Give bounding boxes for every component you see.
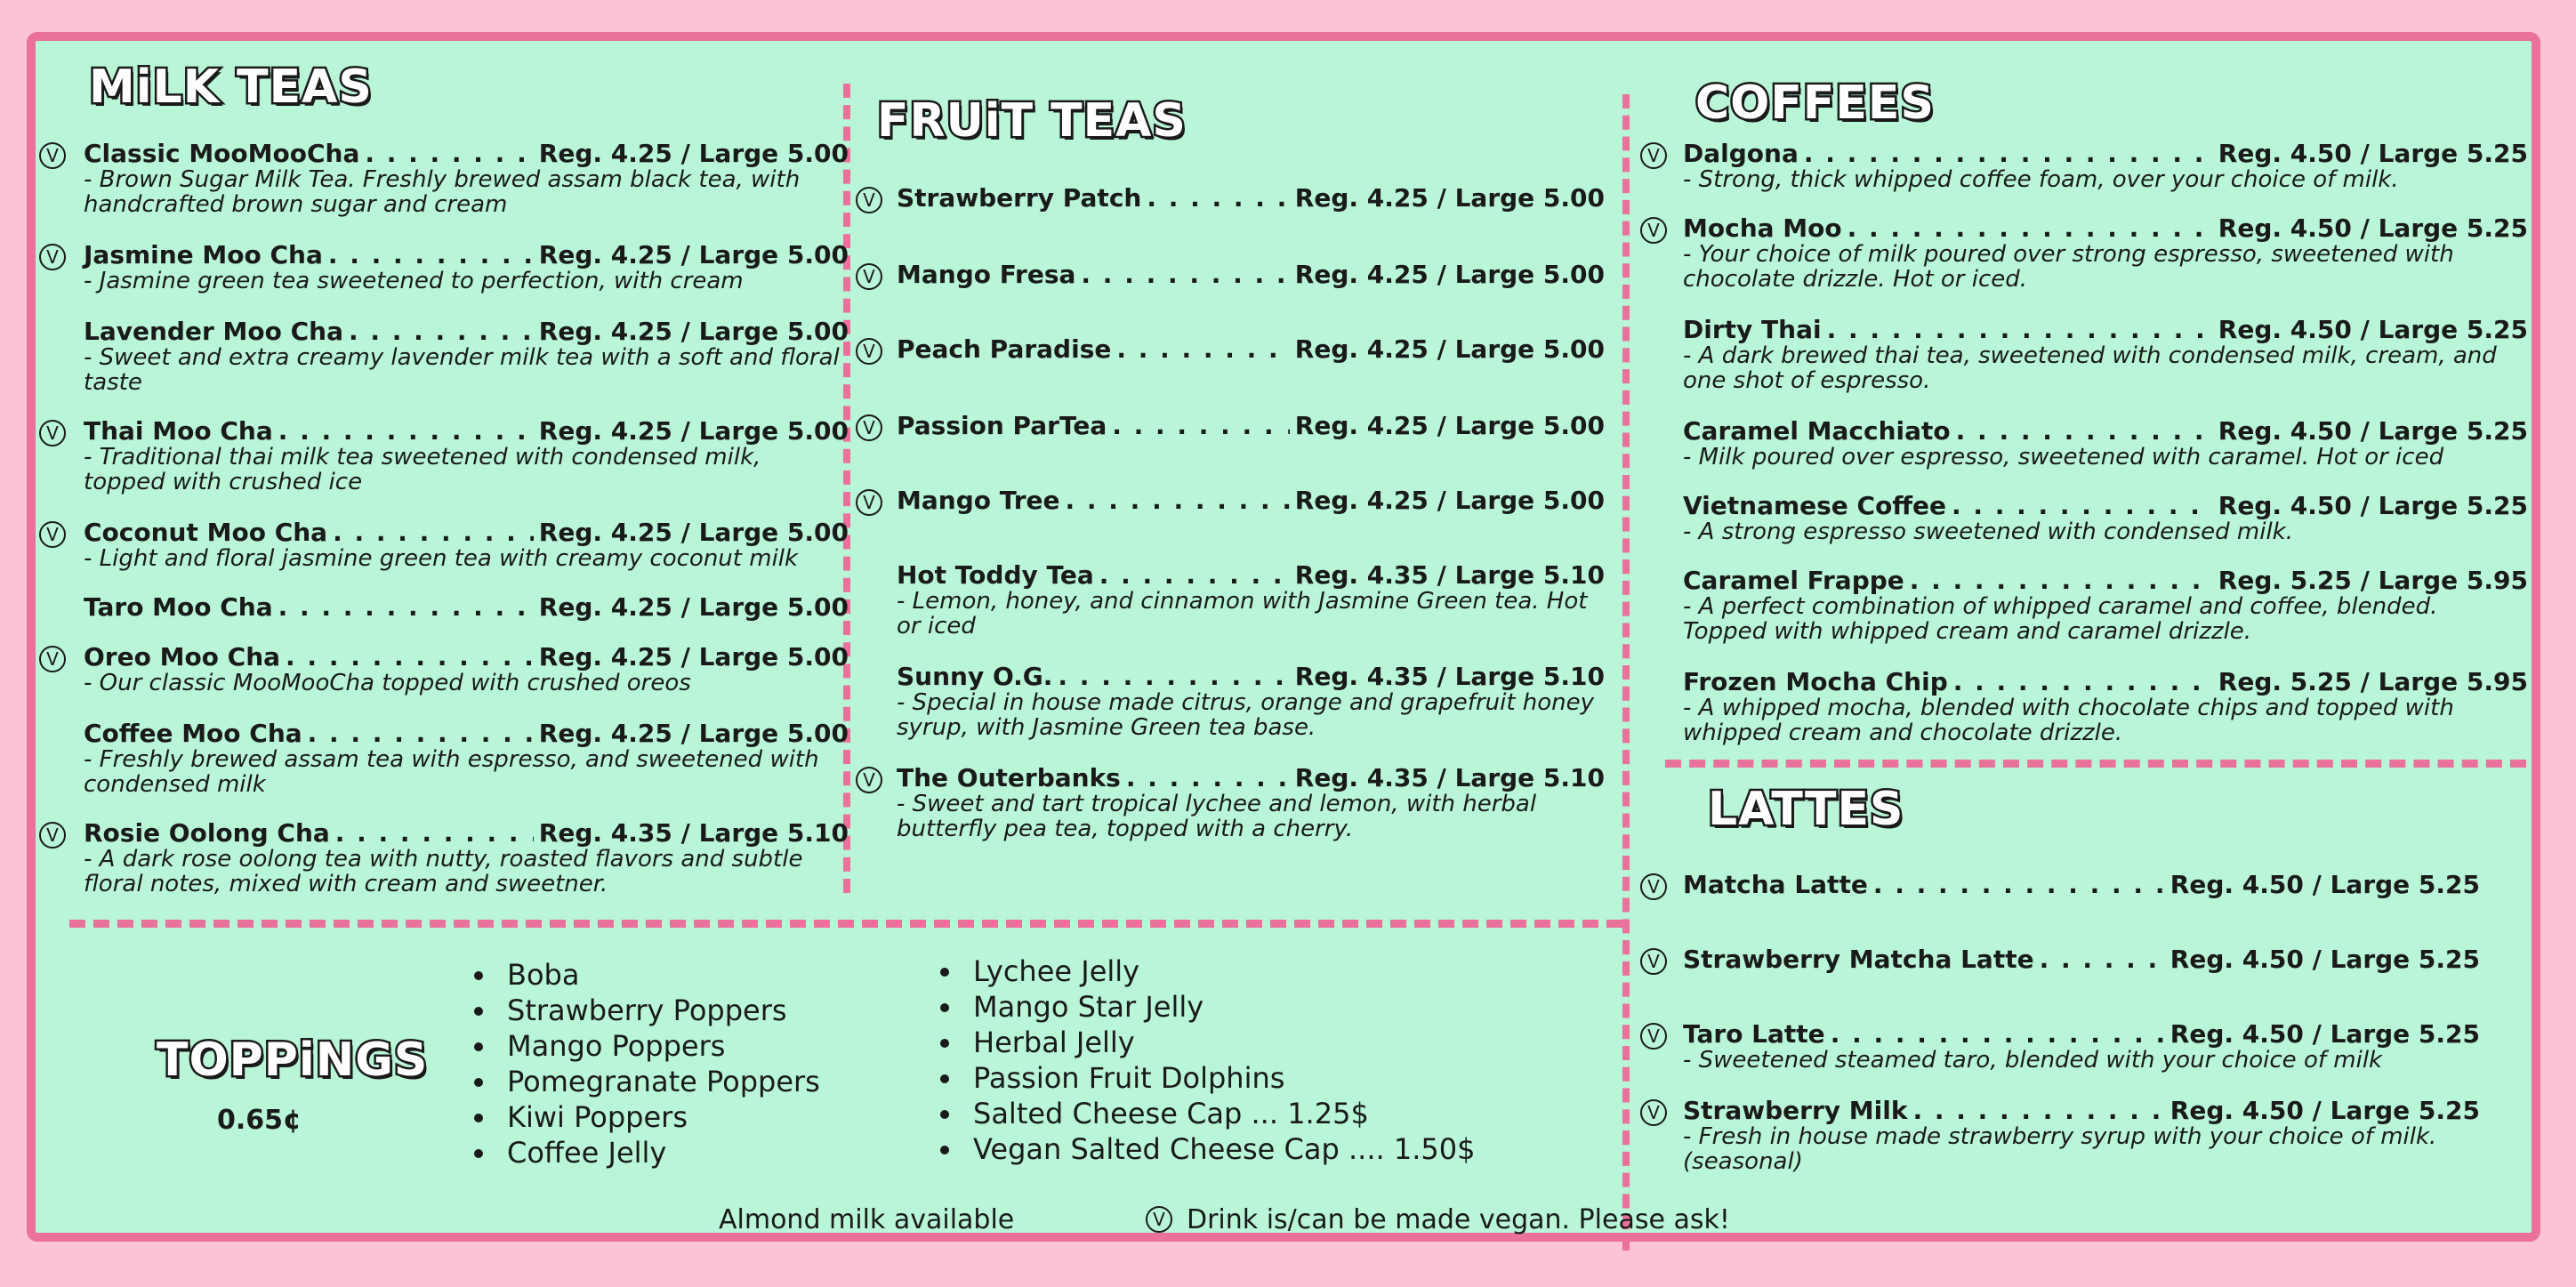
menu-item-row xyxy=(897,336,1605,363)
menu-item xyxy=(46,818,849,897)
menu-item xyxy=(46,240,849,294)
topping-item: • Passion Fruit Dolphins xyxy=(964,1060,1475,1096)
item-price: Reg. 4.25 / Large 5.00 xyxy=(538,317,849,346)
item-name: Taro Latte xyxy=(1683,1019,1825,1049)
item-description: - A dark brewed thai tea, sweetened with condensed milk, cream, and one shot of espresso. xyxy=(1683,342,2497,394)
item-description: - A strong espresso sweetened with condensed milk. xyxy=(1683,519,2294,545)
heading-toppings: TOPPiNGS xyxy=(157,1034,429,1087)
menu-item xyxy=(1683,493,2528,544)
item-description: - Sweet and tart tropical lychee and lemon, with herbal butterfly pea tea, topped with a cherry. xyxy=(897,791,1537,842)
divider-fruit-coffee xyxy=(1622,94,1630,1251)
item-name: Hot Toddy Tea xyxy=(897,560,1094,590)
topping-item: • Mango Poppers xyxy=(498,1028,820,1064)
item-name: Thai Moo Cha xyxy=(84,416,273,446)
menu-item xyxy=(1647,139,2528,193)
menu-item xyxy=(863,486,1605,515)
dot-leader xyxy=(1147,185,1289,212)
dot-leader xyxy=(1831,1021,2165,1048)
dot-leader xyxy=(1066,487,1290,514)
item-description: - Special in house made citrus, orange and grapefruit honey syrup, with Jasmine Green tea base. xyxy=(897,689,1595,741)
vegan-icon: V xyxy=(1640,142,1667,169)
topping-item: • Vegan Salted Cheese Cap .... 1.50$ xyxy=(964,1131,1475,1167)
item-name: Frozen Mocha Chip xyxy=(1683,667,1948,696)
dot-leader xyxy=(1804,141,2213,167)
menu-item xyxy=(84,720,849,797)
item-description: - Fresh in house made strawberry syrup with your choice of milk. (seasonal) xyxy=(1683,1123,2437,1175)
item-price: Reg. 4.35 / Large 5.10 xyxy=(1294,560,1605,590)
menu-item-row xyxy=(1683,946,2480,973)
menu-item-row xyxy=(84,141,849,167)
topping-item: • Strawberry Poppers xyxy=(498,993,820,1028)
item-price: Reg. 4.50 / Large 5.25 xyxy=(2218,315,2528,344)
vegan-icon: V xyxy=(39,521,66,548)
topping-item: • Herbal Jelly xyxy=(964,1025,1475,1060)
item-description: - Strong, thick whipped coffee foam, over your choice of milk. xyxy=(1683,166,2399,193)
dot-leader xyxy=(1873,872,2165,898)
vegan-icon: V xyxy=(1640,1023,1667,1050)
item-description: - Our classic MooMooCha topped with crushed oreos xyxy=(84,670,691,696)
item-price: Reg. 4.50 / Large 5.25 xyxy=(2218,139,2528,168)
item-description: - A whipped mocha, blended with chocolate chips and topped with whipped cream and chocolate drizzle. xyxy=(1683,695,2454,746)
menu-item xyxy=(897,562,1605,639)
item-name: Mango Tree xyxy=(897,486,1060,515)
item-name: Strawberry Milk xyxy=(1683,1096,1908,1125)
menu-item xyxy=(1647,1096,2480,1175)
item-name: Coconut Moo Cha xyxy=(84,518,328,547)
heading-coffees: COFFEES xyxy=(1695,76,1935,130)
item-price: Reg. 4.50 / Large 5.25 xyxy=(2169,870,2480,899)
item-name: Peach Paradise xyxy=(897,334,1112,364)
item-description: - Lemon, honey, and cinnamon with Jasmine Green tea. Hot or iced xyxy=(897,588,1588,639)
item-description: - Brown Sugar Milk Tea. Freshly brewed assam black tea, with handcrafted brown sugar and cream xyxy=(84,166,801,218)
item-name: Passion ParTea xyxy=(897,411,1107,440)
dot-leader xyxy=(1112,413,1290,439)
topping-item: • Coffee Jelly xyxy=(498,1135,820,1170)
heading-lattes: LATTES xyxy=(1708,783,1904,836)
item-name: Caramel Macchiato xyxy=(1683,416,1951,446)
menu-item-row xyxy=(1683,567,2528,594)
menu-item-row xyxy=(1683,669,2528,696)
item-price: Reg. 4.50 / Large 5.25 xyxy=(2218,491,2528,520)
heading-milk-teas: MiLK TEAS xyxy=(89,60,373,114)
dot-leader xyxy=(1912,1098,2164,1124)
dot-leader xyxy=(278,418,534,445)
item-price: Reg. 4.25 / Large 5.00 xyxy=(538,642,849,672)
menu-item xyxy=(46,416,849,495)
menu-item xyxy=(84,594,849,621)
menu-item xyxy=(1683,669,2528,745)
item-name: Jasmine Moo Cha xyxy=(84,240,323,269)
item-price: Reg. 4.50 / Large 5.25 xyxy=(2169,945,2480,974)
dot-leader xyxy=(308,720,534,747)
item-price: Reg. 5.25 / Large 5.95 xyxy=(2218,566,2528,595)
toppings-price: 0.65¢ xyxy=(217,1105,302,1136)
toppings-list-2 xyxy=(929,953,1475,1167)
item-price: Reg. 4.50 / Large 5.25 xyxy=(2218,416,2528,446)
item-name: Mango Fresa xyxy=(897,260,1076,289)
item-description: - Sweetened steamed taro, blended with your choice of milk xyxy=(1683,1047,2383,1074)
menu-item-row xyxy=(1683,317,2528,343)
menu-item xyxy=(1647,870,2480,899)
menu-item xyxy=(1683,418,2528,470)
vegan-icon: V xyxy=(856,263,882,290)
vegan-note: Drink is/can be made vegan. Please ask! xyxy=(1187,1204,1730,1235)
menu-item xyxy=(1647,945,2480,974)
menu-item-row xyxy=(1683,1098,2480,1124)
item-name: The Outerbanks xyxy=(897,763,1121,792)
menu-item-row xyxy=(84,644,849,671)
topping-item: • Salted Cheese Cap ... 1.25$ xyxy=(964,1096,1475,1131)
item-name: Coffee Moo Cha xyxy=(84,719,302,748)
dot-leader xyxy=(1058,664,1289,690)
heading-fruit-teas: FRUiT TEAS xyxy=(877,94,1187,148)
menu-item-row xyxy=(84,418,849,445)
item-price: Reg. 4.25 / Large 5.00 xyxy=(538,416,849,446)
menu-item-row xyxy=(1683,493,2528,519)
item-description: - Freshly brewed assam tea with espresso, and sweetened with condensed milk xyxy=(84,746,819,798)
dot-leader xyxy=(1956,418,2213,445)
dot-leader xyxy=(335,820,534,847)
item-name: Dalgona xyxy=(1683,139,1799,168)
dot-leader xyxy=(349,318,534,345)
item-name: Mocha Moo xyxy=(1683,213,1842,243)
menu-item xyxy=(84,318,849,395)
dot-leader xyxy=(1081,261,1289,288)
menu-item xyxy=(897,664,1605,740)
vegan-icon: V xyxy=(1640,948,1667,975)
menu-item-row xyxy=(84,242,849,269)
vegan-icon: V xyxy=(856,187,882,213)
item-price: Reg. 4.25 / Large 5.00 xyxy=(538,139,849,168)
menu-item-row xyxy=(84,519,849,546)
item-price: Reg. 4.25 / Large 5.00 xyxy=(538,518,849,547)
menu-item-row xyxy=(897,261,1605,288)
menu-item xyxy=(863,260,1605,289)
item-name: Taro Moo Cha xyxy=(84,592,273,622)
menu-item xyxy=(863,183,1605,213)
vegan-icon: V xyxy=(856,489,882,516)
menu-item-row xyxy=(897,487,1605,514)
dot-leader xyxy=(328,242,534,269)
dot-leader xyxy=(1910,567,2213,594)
vegan-icon: V xyxy=(856,767,882,793)
item-name: Sunny O.G. xyxy=(897,662,1053,691)
menu-item-row xyxy=(84,318,849,345)
item-price: Reg. 4.35 / Large 5.10 xyxy=(1294,662,1605,691)
almond-milk-note: Almond milk available xyxy=(719,1204,1015,1235)
item-price: Reg. 4.25 / Large 5.00 xyxy=(1294,334,1605,364)
item-price: Reg. 4.25 / Large 5.00 xyxy=(538,592,849,622)
menu-item-row xyxy=(897,765,1605,792)
item-price: Reg. 4.35 / Large 5.10 xyxy=(538,818,849,848)
dot-leader xyxy=(1953,669,2213,696)
item-price: Reg. 4.25 / Large 5.00 xyxy=(538,719,849,748)
vegan-icon: V xyxy=(39,822,66,849)
menu-item-row xyxy=(84,820,849,847)
menu-item-row xyxy=(897,185,1605,212)
vegan-icon: V xyxy=(39,646,66,672)
item-description: - A perfect combination of whipped caramel and coffee, blended. Topped with whipped cream and caramel drizzle. xyxy=(1683,593,2438,645)
dot-leader xyxy=(1827,317,2213,343)
item-price: Reg. 4.25 / Large 5.00 xyxy=(1294,183,1605,213)
topping-item: • Kiwi Poppers xyxy=(498,1099,820,1135)
item-price: Reg. 4.35 / Large 5.10 xyxy=(1294,763,1605,792)
menu-item-row xyxy=(1683,141,2528,167)
item-description: - Sweet and extra creamy lavender milk tea with a soft and floral taste xyxy=(84,344,840,396)
item-name: Classic MooMooCha xyxy=(84,139,360,168)
vegan-icon: V xyxy=(856,338,882,365)
vegan-icon: V xyxy=(39,142,66,169)
menu-item-row xyxy=(897,413,1605,439)
item-name: Oreo Moo Cha xyxy=(84,642,281,672)
item-description: - A dark rose oolong tea with nutty, roasted flavors and subtle floral notes, mixed with cream and sweetner. xyxy=(84,846,803,897)
item-name: Dirty Thai xyxy=(1683,315,1822,344)
menu-item xyxy=(46,518,849,572)
item-price: Reg. 4.50 / Large 5.25 xyxy=(2169,1096,2480,1125)
item-price: Reg. 4.50 / Large 5.25 xyxy=(2169,1019,2480,1049)
menu-item-row xyxy=(1683,1021,2480,1048)
menu-board xyxy=(27,32,2540,1242)
divider-lattes xyxy=(1665,760,2526,768)
dot-leader xyxy=(1126,765,1290,792)
item-price: Reg. 4.25 / Large 5.00 xyxy=(1294,260,1605,289)
topping-item: • Boba xyxy=(498,957,820,993)
divider-toppings xyxy=(69,920,1622,928)
menu-item-row xyxy=(1683,418,2528,445)
toppings-list-1 xyxy=(463,957,820,1170)
vegan-icon: V xyxy=(1640,873,1667,900)
dot-leader xyxy=(286,644,534,671)
menu-item xyxy=(1683,567,2528,644)
topping-item: • Pomegranate Poppers xyxy=(498,1064,820,1099)
item-name: Matcha Latte xyxy=(1683,870,1868,899)
item-description: - Traditional thai milk tea sweetened with condensed milk, topped with crushed ice xyxy=(84,444,761,495)
dot-leader xyxy=(1952,493,2213,519)
item-price: Reg. 4.25 / Large 5.00 xyxy=(1294,411,1605,440)
menu-item-row xyxy=(84,594,849,621)
vegan-icon: V xyxy=(1640,1099,1667,1126)
item-price: Reg. 4.50 / Large 5.25 xyxy=(2218,213,2528,243)
menu-item xyxy=(863,411,1605,440)
dot-leader xyxy=(1116,336,1289,363)
menu-item xyxy=(1647,1019,2480,1074)
dot-leader xyxy=(2040,946,2165,973)
menu-item-row xyxy=(1683,872,2480,898)
item-name: Lavender Moo Cha xyxy=(84,317,343,346)
item-price: Reg. 4.25 / Large 5.00 xyxy=(538,240,849,269)
dot-leader xyxy=(1099,562,1290,589)
menu-item-row xyxy=(1683,215,2528,242)
topping-item: • Lychee Jelly xyxy=(964,953,1475,989)
item-name: Vietnamese Coffee xyxy=(1683,491,1946,520)
item-name: Strawberry Patch xyxy=(897,183,1142,213)
vegan-icon: V xyxy=(1146,1206,1172,1233)
menu-item xyxy=(1647,213,2528,293)
menu-item-row xyxy=(897,664,1605,690)
menu-item-row xyxy=(84,720,849,747)
menu-item-row xyxy=(897,562,1605,589)
dot-leader xyxy=(1847,215,2213,242)
item-description: - Milk poured over espresso, sweetened with caramel. Hot or iced xyxy=(1683,444,2444,471)
menu-item xyxy=(46,139,849,218)
item-description: - Light and floral jasmine green tea with creamy coconut milk xyxy=(84,545,799,572)
vegan-icon: V xyxy=(39,244,66,270)
topping-item: • Mango Star Jelly xyxy=(964,989,1475,1025)
dot-leader xyxy=(278,594,534,621)
item-name: Rosie Oolong Cha xyxy=(84,818,330,848)
item-description: - Your choice of milk poured over strong espresso, sweetened with chocolate drizzle. Hot or iced. xyxy=(1683,241,2454,293)
item-price: Reg. 5.25 / Large 5.95 xyxy=(2218,667,2528,696)
item-description: - Jasmine green tea sweetened to perfection, with cream xyxy=(84,268,744,294)
vegan-icon: V xyxy=(39,420,66,446)
item-name: Caramel Frappe xyxy=(1683,566,1904,595)
menu-item xyxy=(863,763,1605,842)
menu-item xyxy=(863,334,1605,364)
menu-item xyxy=(46,642,849,696)
dot-leader xyxy=(365,141,533,167)
vegan-icon: V xyxy=(1640,217,1667,244)
item-name: Strawberry Matcha Latte xyxy=(1683,945,2034,974)
dot-leader xyxy=(333,519,534,546)
vegan-icon: V xyxy=(856,414,882,441)
menu-item xyxy=(1683,317,2528,393)
item-price: Reg. 4.25 / Large 5.00 xyxy=(1294,486,1605,515)
